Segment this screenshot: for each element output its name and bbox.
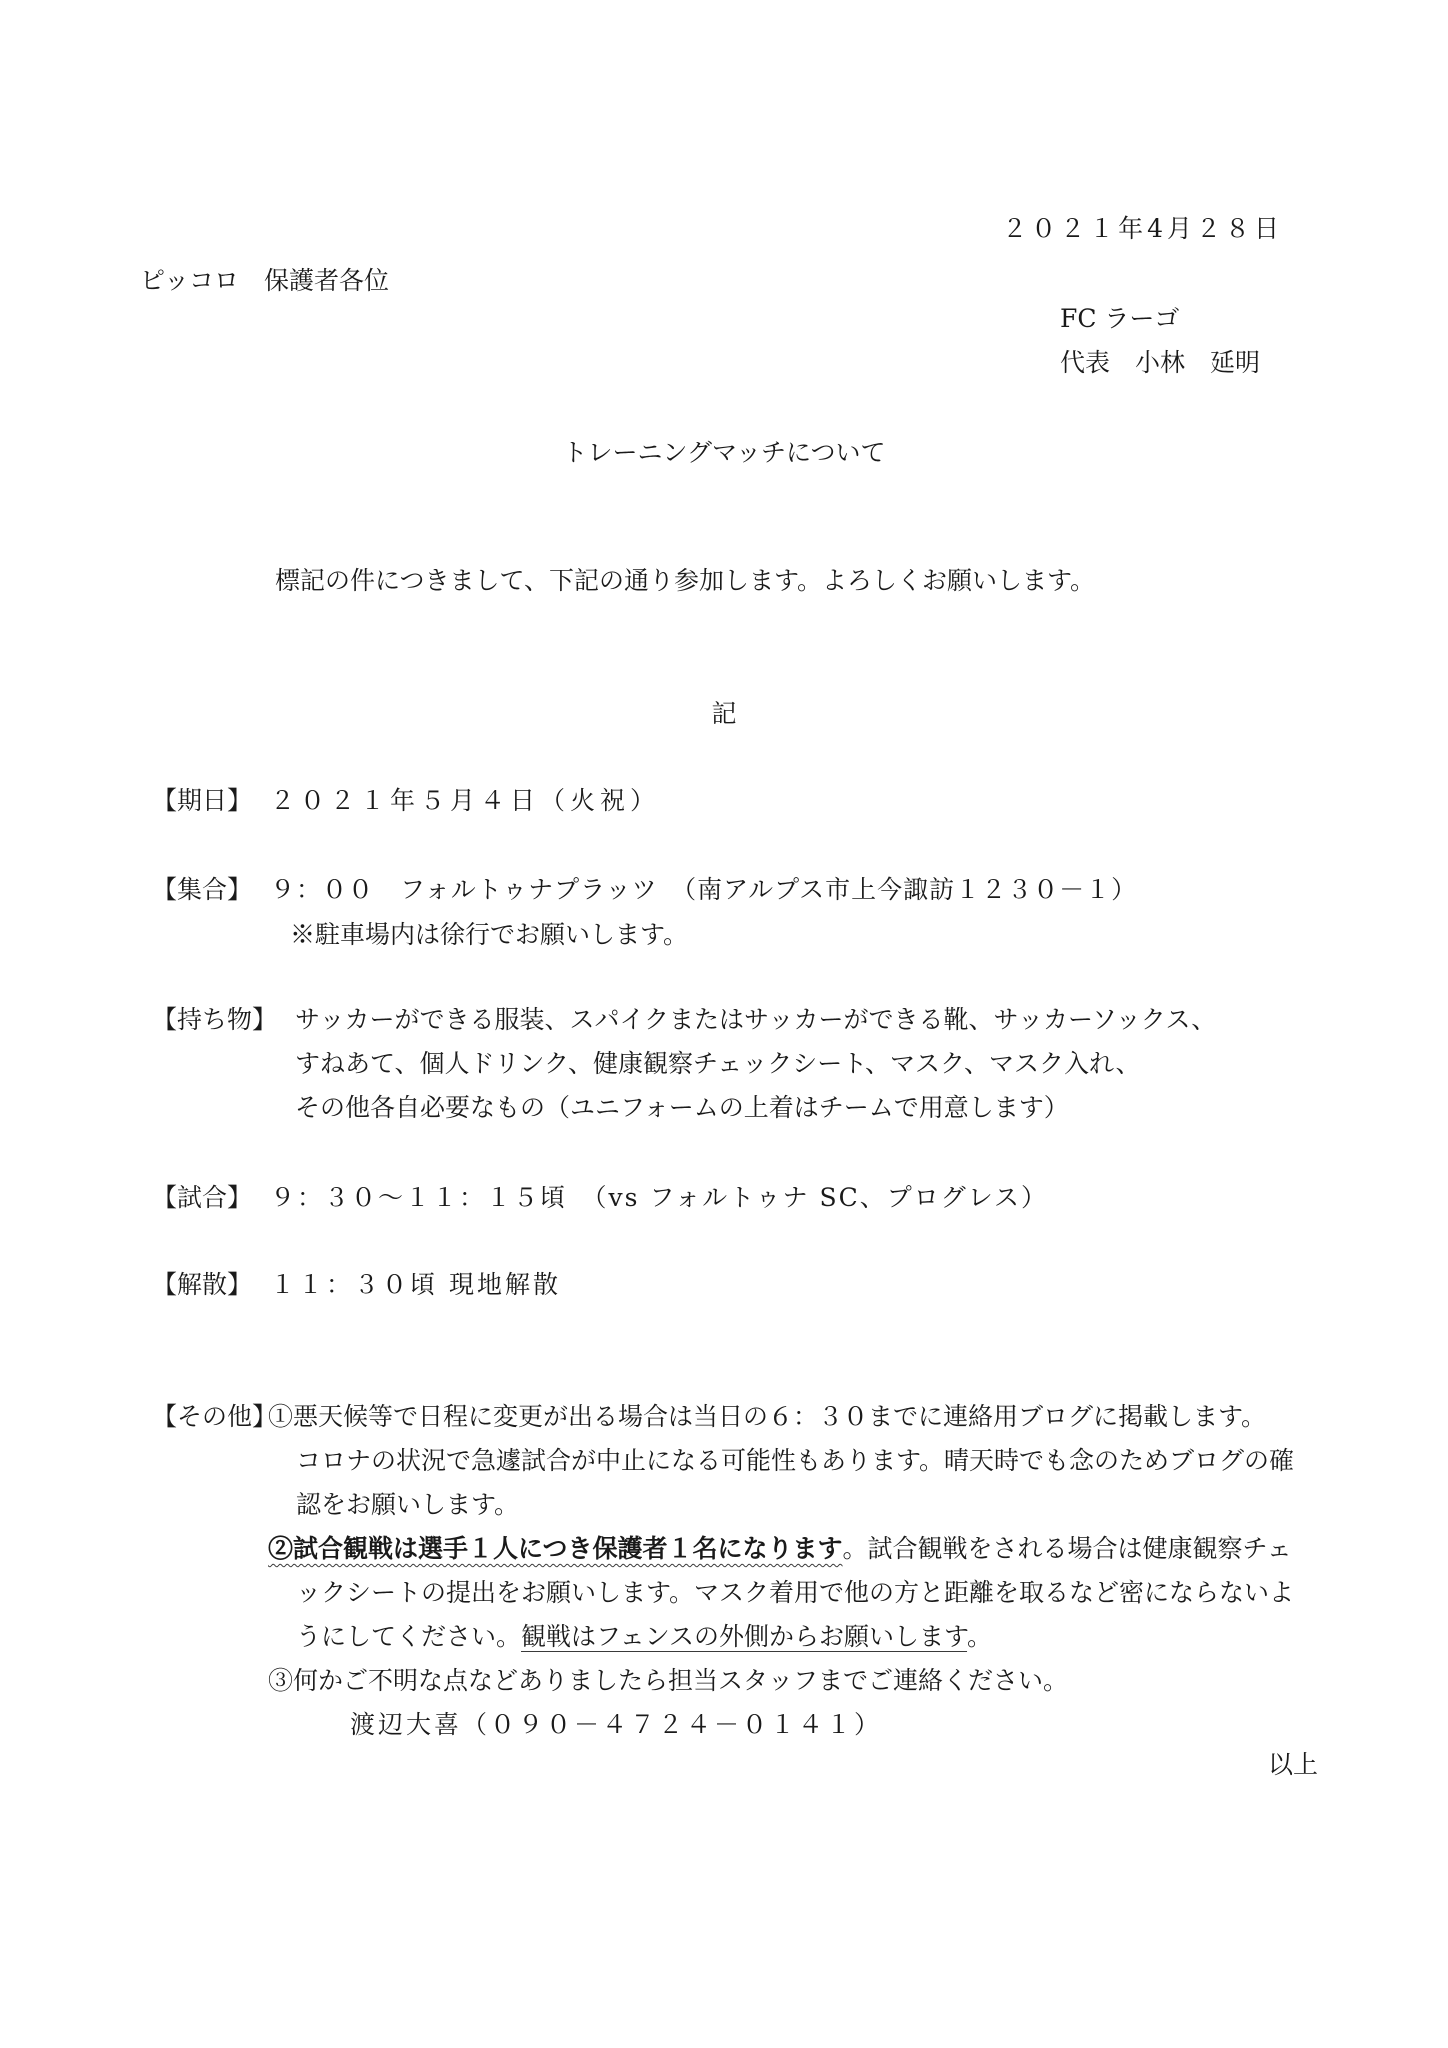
- meeting-info: ９：００ フォルトゥナプラッツ （南アルプス市上今諏訪１２３０－１）: [270, 875, 1138, 904]
- date-label: 【期日】: [152, 786, 253, 815]
- contact-info: 渡辺大喜（０９０－４７２４－０１４１）: [350, 1710, 883, 1739]
- other-p2-line-3-post: 。: [967, 1622, 993, 1651]
- belongings-label: 【持ち物】: [152, 1005, 278, 1034]
- document-title: トレーニングマッチについて: [562, 438, 886, 467]
- ki-heading: 記: [711, 699, 737, 728]
- fence-note-underlined: 観戦はフェンスの外側からお願いします: [521, 1622, 968, 1651]
- other-p2-line-3: [296, 1620, 992, 1654]
- belongings-line-2: すねあて、個人ドリンク、健康観察チェックシート、マスク、マスク入れ、: [295, 1049, 1141, 1078]
- document-date: ２０２１年4月２８日: [1002, 214, 1283, 243]
- other-p2-line-3-pre: うにしてください。: [296, 1622, 522, 1651]
- other-p3: ③何かご不明な点などありましたら担当スタッフまでご連絡ください。: [268, 1666, 1069, 1695]
- other-p1-line-3: 認をお願いします。: [296, 1490, 520, 1519]
- other-p2-line-2: ックシートの提出をお願いします。マスク着用で他の方と距離を取るなど密にならないよ: [296, 1578, 1295, 1607]
- dismissal-label: 【解散】: [152, 1270, 253, 1299]
- belongings-line-3: その他各自必要なもの（ユニフォームの上着はチームで用意します）: [295, 1093, 1069, 1122]
- event-date: ２０２１年５月４日（火祝）: [270, 786, 661, 815]
- parking-note: ※駐車場内は徐行でお願いします。: [290, 920, 689, 949]
- meeting-label: 【集合】: [152, 875, 253, 904]
- intro-text: 標記の件につきまして、下記の通り参加します。よろしくお願いします。: [275, 566, 1096, 595]
- closing-text: 以上: [1268, 1750, 1319, 1779]
- belongings-line-1: サッカーができる服装、スパイクまたはサッカーができる靴、サッカーソックス、: [295, 1005, 1217, 1034]
- other-label: 【その他】: [152, 1402, 278, 1431]
- sender-representative: 代表 小林 延明: [1060, 348, 1261, 377]
- dismissal-info: １１：３０頃 現地解散: [270, 1270, 561, 1299]
- match-info: ９：３０～１１：１５頃 （vs フォルトゥナ SC、プログレス）: [270, 1183, 1048, 1212]
- spectator-limit-emphasis: ②試合観戦は選手１人につき保護者１名になります: [268, 1534, 843, 1563]
- other-p1-line-1: ①悪天候等で日程に変更が出る場合は当日の６：３０までに連絡用ブログに掲載します。: [268, 1402, 1267, 1431]
- recipient: ピッコロ 保護者各位: [140, 266, 390, 295]
- match-label: 【試合】: [152, 1183, 253, 1212]
- other-p1-line-2: コロナの状況で急遽試合が中止になる可能性もあります。晴天時でも念のためブログの確: [296, 1446, 1295, 1475]
- other-p2-line-1-rest: 。試合観戦をされる場合は健康観察チェ: [842, 1534, 1292, 1563]
- other-p2-line-1: [268, 1532, 1292, 1566]
- sender-organization: FC ラーゴ: [1060, 304, 1180, 333]
